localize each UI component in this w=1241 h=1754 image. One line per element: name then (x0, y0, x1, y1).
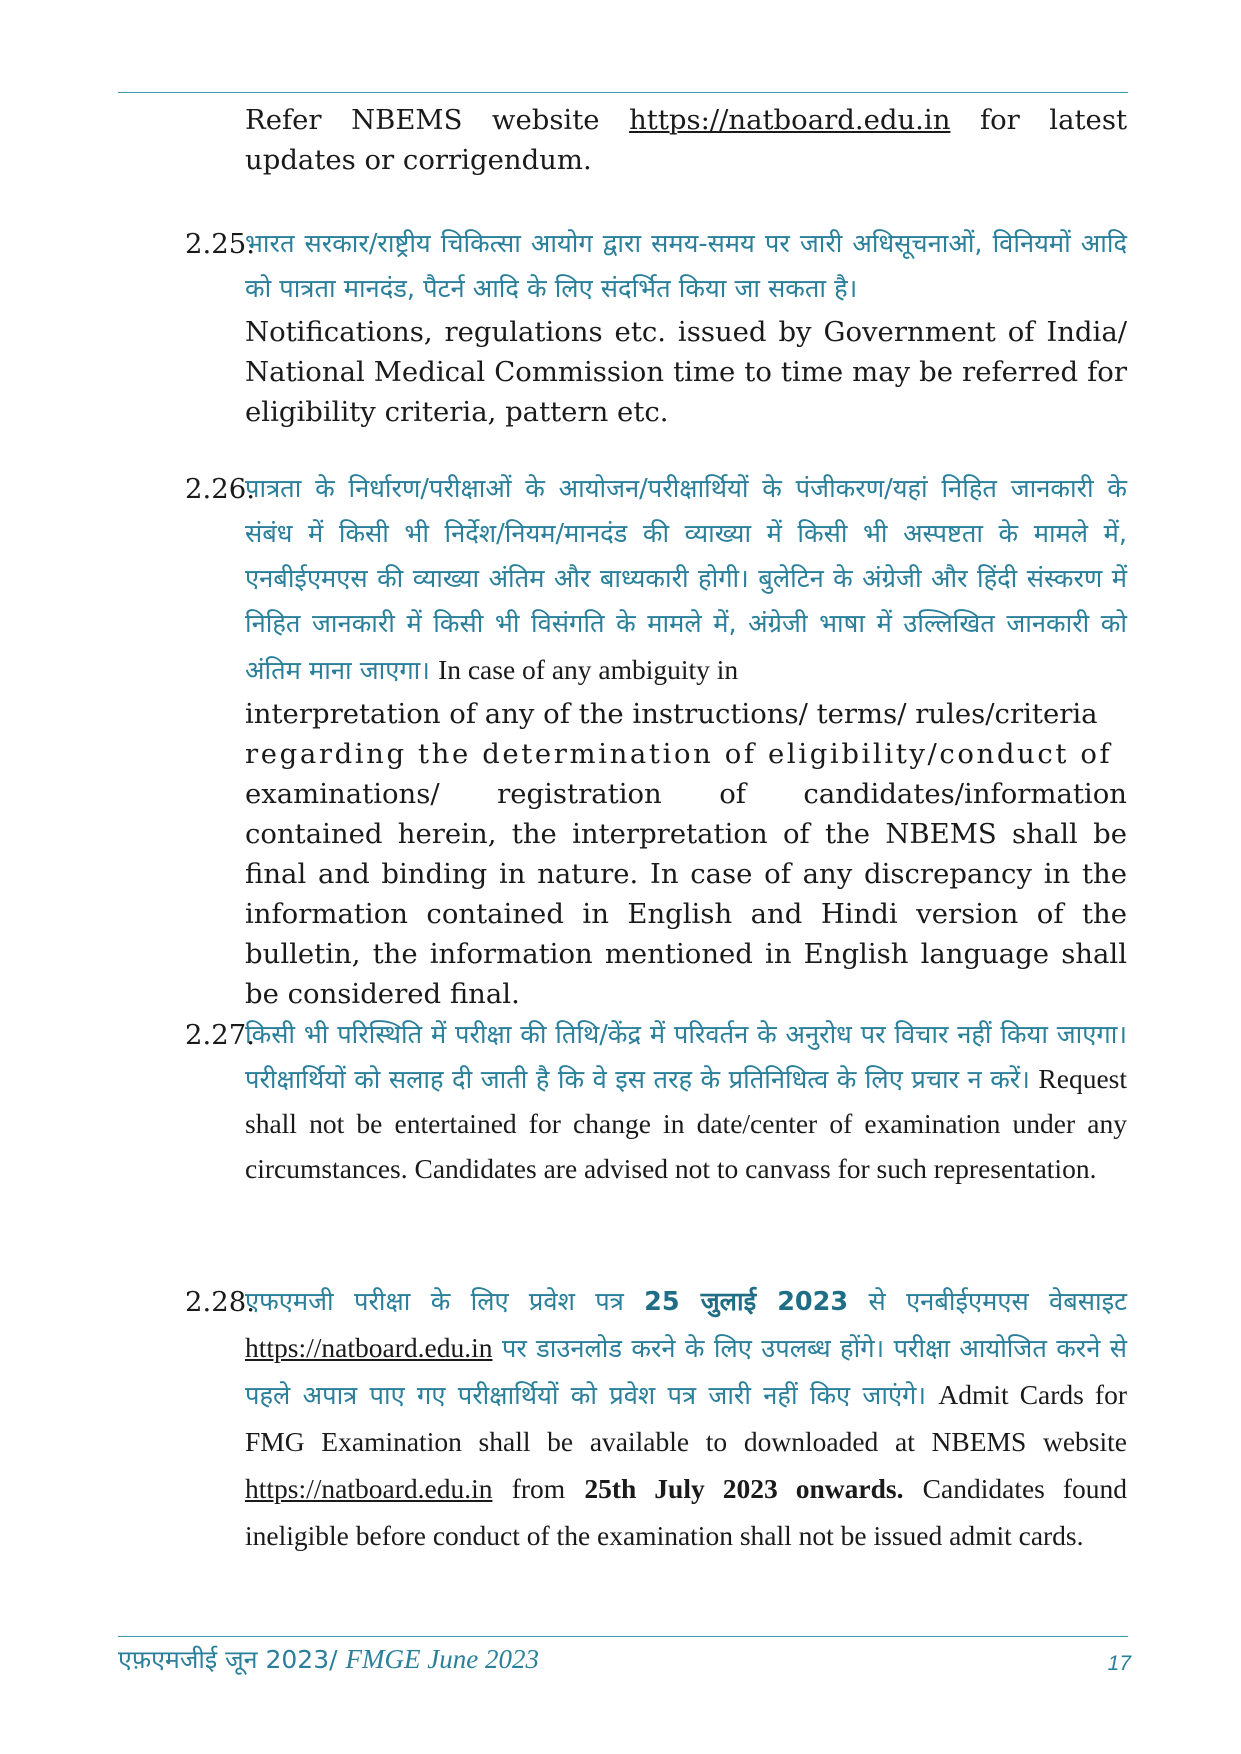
footer-english: FMGE June 2023 (345, 1644, 539, 1674)
natboard-link[interactable]: https://natboard.edu.in (245, 1473, 493, 1504)
section-2-25 (185, 222, 1127, 432)
natboard-link[interactable]: https://natboard.edu.in (245, 1332, 493, 1363)
footer-title (118, 1642, 539, 1676)
section-2-28 (185, 1280, 1127, 1560)
section-hindi-text: पर डाउनलोड करने के लिए उपलब्ध होंगे। परीक्षा आयोजित करने से पहले अपात्र पाए गए परीक्षार्थियों को प्रवेश पत्र जारी नहीं किए जाएंगे। (245, 1334, 1127, 1411)
section-english-date: 25th July 2023 onwards. (584, 1473, 904, 1504)
section-english-text: Admit Cards for FMG Examination shall be available to downloaded at NBEMS website (245, 1379, 1127, 1457)
section-english-text: examinations/ registration of candidates/information contained herein, the interpretation of the NBEMS shall be final and binding in nature. In case of any discrepancy in the information contained in English and Hindi version of the bulletin, the information mentioned in English language shall be considered final. (245, 778, 1127, 1010)
section-english-text: Notifications, regulations etc. issued by Government of India/ National Medical Commission time to time may be referred for eligibility criteria, pattern etc. (245, 316, 1127, 428)
continuation-prefix: Refer NBEMS website (245, 104, 600, 136)
section-2-27 (185, 1013, 1127, 1193)
section-english-inline: Request shall not be entertained for change in date/center of examination under any circumstances. Candidates are advised not to canvass for such representation. (245, 1063, 1127, 1184)
footer-rule (118, 1636, 1128, 1637)
continuation-paragraph (185, 100, 1127, 180)
section-2-26 (185, 467, 1127, 1014)
page-number: 17 (1107, 1652, 1131, 1675)
section-hindi-text: भारत सरकार/राष्ट्रीय चिकित्सा आयोग द्वारा समय-समय पर जारी अधिसूचनाओं, विनियमों आदि को पात्रता मानदंड, पैटर्न आदि के लिए संदर्भित किया जा सकता है। (245, 229, 1127, 304)
section-english-line: regarding the determination of eligibility/conduct of (245, 738, 1113, 770)
section-hindi-text: पात्रता के निर्धारण/परीक्षाओं के आयोजन/परीक्षार्थियों के पंजीकरण/यहां निहित जानकारी के संबंध में किसी भी निर्देश/नियम/मानदंड की व्याख्या में किसी भी अस्पष्टता के मामले में, एनबीईएमएस की व्याख्या अंतिम और बाध्यकारी होगी। बुलेटिन के अंग्रेजी और हिंदी संस्करण में निहित जानकारी में किसी भी विसंगति के मामले में, अंग्रेजी भाषा में उल्लिखित जानकारी को अंतिम माना जाएगा। (245, 474, 1127, 686)
continuation-suffix: for latest updates or corrigendum. (245, 104, 1127, 176)
section-number: 2.27. (185, 1019, 255, 1051)
section-hindi-text: एफएमजी परीक्षा के लिए प्रवेश पत्र (245, 1287, 624, 1317)
natboard-link[interactable]: https://natboard.edu.in (629, 104, 951, 136)
section-english-line: interpretation of any of the instructions/ terms/ rules/criteria (245, 698, 1098, 730)
section-number: 2.28. (185, 1286, 255, 1318)
section-hindi-date: 25 जुलाई 2023 (644, 1287, 849, 1317)
section-hindi-text: किसी भी परिस्थिति में परीक्षा की तिथि/केंद्र में परिवर्तन के अनुरोध पर विचार नहीं किया जाएगा। परीक्षार्थियों को सलाह दी जाती है कि वे इस तरह के प्रतिनिधित्व के लिए प्रचार न करें। (245, 1020, 1127, 1095)
footer-hindi: एफ़एमजीई जून 2023/ (118, 1645, 338, 1674)
section-number: 2.25. (185, 228, 255, 260)
section-english-text: from (511, 1473, 566, 1504)
section-english-inline: In case of any ambiguity in (438, 654, 739, 685)
section-english-text: Candidates found ineligible before conduct of the examination shall not be issued admit cards. (245, 1473, 1128, 1551)
section-hindi-text: से एनबीईएमएस वेबसाइट (868, 1287, 1127, 1317)
section-number: 2.26. (185, 473, 255, 505)
header-rule (118, 92, 1128, 93)
